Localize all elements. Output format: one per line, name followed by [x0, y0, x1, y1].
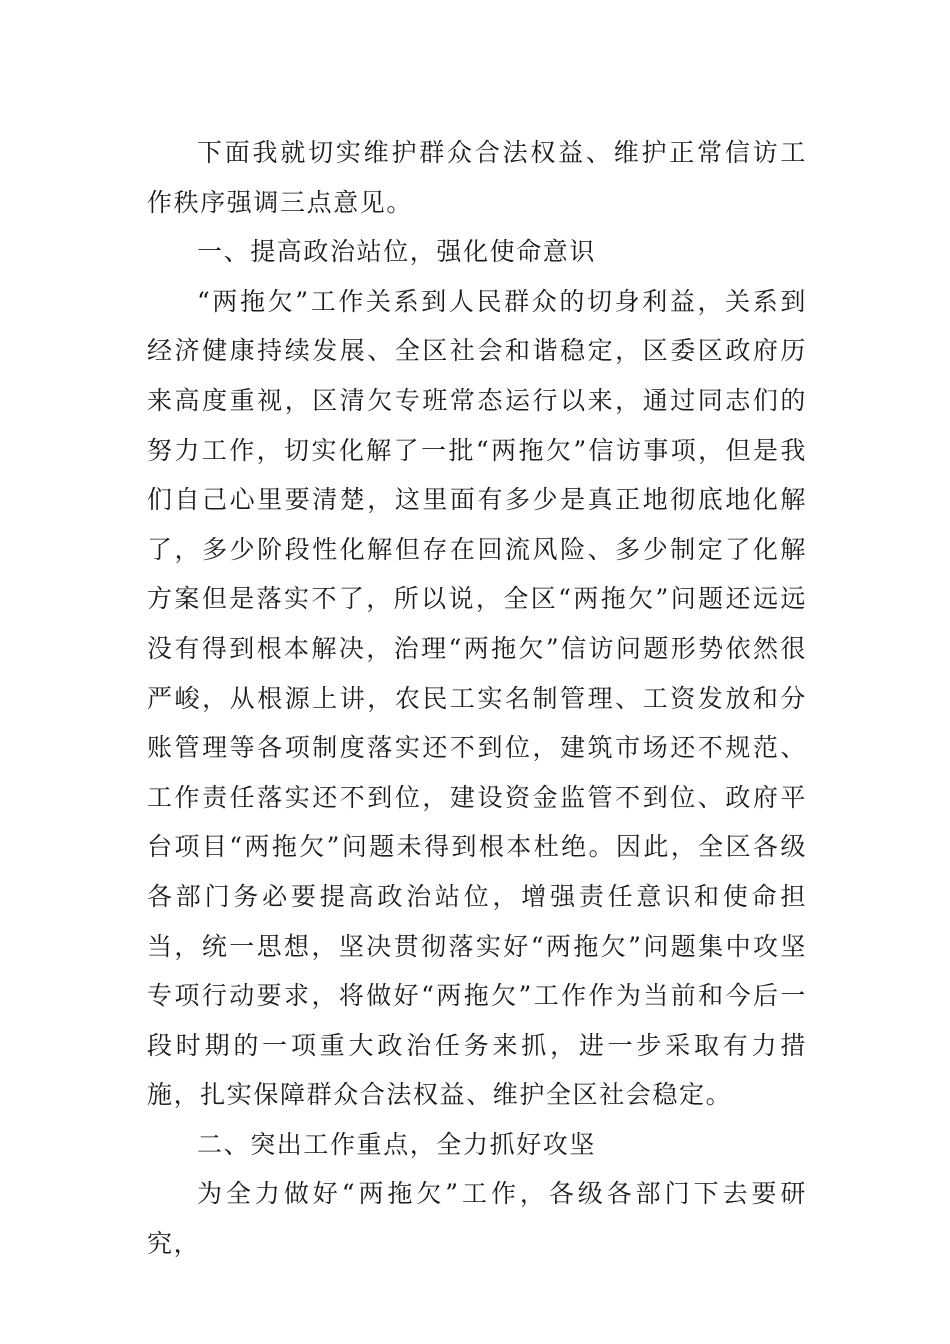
- paragraph-section-2: 为全力做好“两拖欠”工作，各级各部门下去要研究，: [147, 1179, 807, 1259]
- paragraph-section-1: “两拖欠”工作关系到人民群众的切身利益，关系到经济健康持续发展、全区社会和谐稳定，区委区政府历来高度重视，区清欠专班常态运行以来，通过同志们的努力工作，切实化解了一批“两拖欠”信访事项，但是我们自己心里要清楚，这里面有多少是真正地彻底地化解了，多少阶段性化解但存在回流风险、多少制定了化解方案但是落实不了，所以说，全区“两拖欠”问题还远远没有得到根本解决，治理“两拖欠”信访问题形势依然很严峻，从根源上讲，农民工实名制管理、工资发放和分账管理等各项制度落实还不到位，建筑市场还不规范、工作责任落实还不到位，建设资金监管不到位、政府平台项目“两拖欠”问题未得到根本杜绝。因此，全区各级各部门务必要提高政治站位，增强责任意识和使命担当，统一思想，坚决贯彻落实好“两拖欠”问题集中攻坚专项行动要求，将做好“两拖欠”工作作为当前和今后一段时期的一项重大政治任务来抓，进一步采取有力措施，扎实保障群众合法权益、维护全区社会稳定。: [147, 286, 807, 1110]
- section-heading-2: 二、突出工作重点，全力抓好攻坚: [197, 1129, 597, 1159]
- section-heading-1: 一、提高政治站位，强化使命意识: [197, 237, 597, 267]
- paragraph-intro: 下面我就切实维护群众合法权益、维护正常信访工作秩序强调三点意见。: [147, 138, 807, 217]
- document-body: [147, 128, 807, 1269]
